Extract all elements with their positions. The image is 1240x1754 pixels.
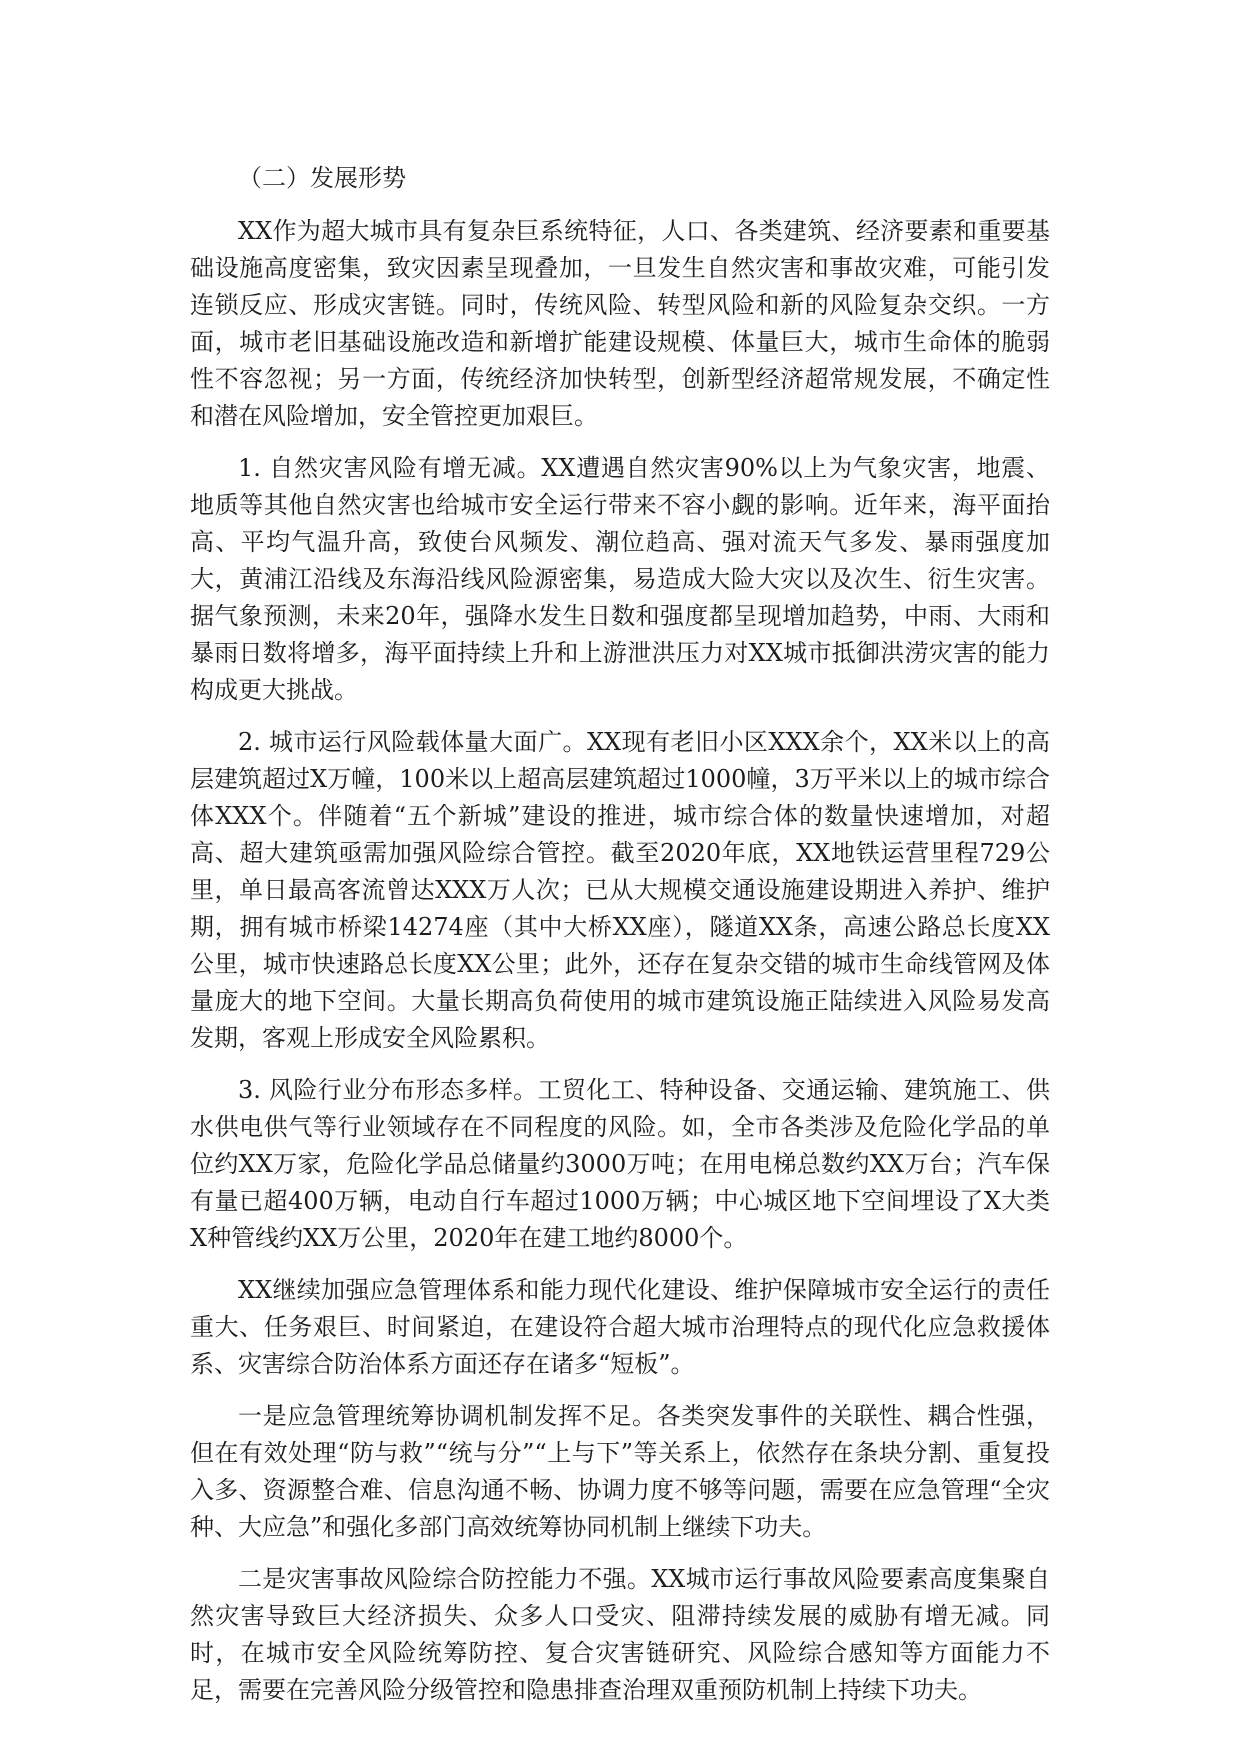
paragraph-coordination-mechanism: 一是应急管理统筹协调机制发挥不足。各类突发事件的关联性、耦合性强，但在有效处理“防与救”“统与分”“上与下”等关系上，依然存在条块分割、重复投入多、资源整合难、信息沟通不畅、协调力度不够等问题，需要在应急管理“全灾种、大应急”和强化多部门高效统筹协同机制上继续下功夫。 [190, 1402, 1050, 1541]
document-body [190, 160, 1050, 1724]
paragraph-natural-disaster-risk: 1. 自然灾害风险有增无减。XX遭遇自然灾害90%以上为气象灾害，地震、地质等其他自然灾害也给城市安全运行带来不容小觑的影响。近年来，海平面抬高、平均气温升高，致使台风频发、潮位趋高、强对流天气多发、暴雨强度加大，黄浦江沿线及东海沿线风险源密集，易造成大险大灾以及次生、衍生灾害。据气象预测，未来20年，强降水发生日数和强度都呈现增加趋势，中雨、大雨和暴雨日数将增多，海平面持续上升和上游泄洪压力对XX城市抵御洪涝灾害的能力构成更大挑战。 [190, 454, 1050, 704]
paragraph-industry-risk: 3. 风险行业分布形态多样。工贸化工、特种设备、交通运输、建筑施工、供水供电供气等行业领域存在不同程度的风险。如，全市各类涉及危险化学品的单位约XX万家，危险化学品总储量约3000万吨；在用电梯总数约XX万台；汽车保有量已超400万辆，电动自行车超过1000万辆；中心城区地下空间埋设了X大类X种管线约XX万公里，2020年在建工地约8000个。 [190, 1076, 1050, 1252]
paragraph-urban-operation-risk: 2. 城市运行风险载体量大面广。XX现有老旧小区XXX余个，XX米以上的高层建筑超过X万幢，100米以上超高层建筑超过1000幢，3万平米以上的城市综合体XXX个。伴随着“五个新城”建设的推进，城市综合体的数量快速增加，对超高、超大建筑亟需加强风险综合管控。截至2020年底，XX地铁运营里程729公里，单日最高客流曾达XXX万人次；已从大规模交通设施建设期进入养护、维护期，拥有城市桥梁14274座（其中大桥XX座），隧道XX条，高速公路总长度XX公里，城市快速路总长度XX公里；此外，还存在复杂交错的城市生命线管网及体量庞大的地下空间。大量长期高负荷使用的城市建筑设施正陆续进入风险易发高发期，客观上形成安全风险累积。 [190, 728, 1050, 1052]
section-heading: （二）发展形势 [238, 164, 406, 192]
paragraph-overview: XX作为超大城市具有复杂巨系统特征，人口、各类建筑、经济要素和重要基础设施高度密集，致灾因素呈现叠加，一旦发生自然灾害和事故灾难，可能引发连锁反应、形成灾害链。同时，传统风险、转型风险和新的风险复杂交织。一方面，城市老旧基础设施改造和新增扩能建设规模、体量巨大，城市生命体的脆弱性不容忽视；另一方面，传统经济加快转型，创新型经济超常规发展，不确定性和潜在风险增加，安全管控更加艰巨。 [190, 217, 1050, 430]
paragraph-shortcomings: XX继续加强应急管理体系和能力现代化建设、维护保障城市安全运行的责任重大、任务艰巨、时间紧迫，在建设符合超大城市治理特点的现代化应急救援体系、灾害综合防治体系方面还存在诸多“短板”。 [190, 1276, 1050, 1378]
paragraph-risk-prevention: 二是灾害事故风险综合防控能力不强。XX城市运行事故风险要素高度集聚自然灾害导致巨大经济损失、众多人口受灾、阻滞持续发展的威胁有增无减。同时，在城市安全风险统筹防控、复合灾害链研究、风险综合感知等方面能力不足，需要在完善风险分级管控和隐患排查治理双重预防机制上持续下功夫。 [190, 1565, 1050, 1704]
